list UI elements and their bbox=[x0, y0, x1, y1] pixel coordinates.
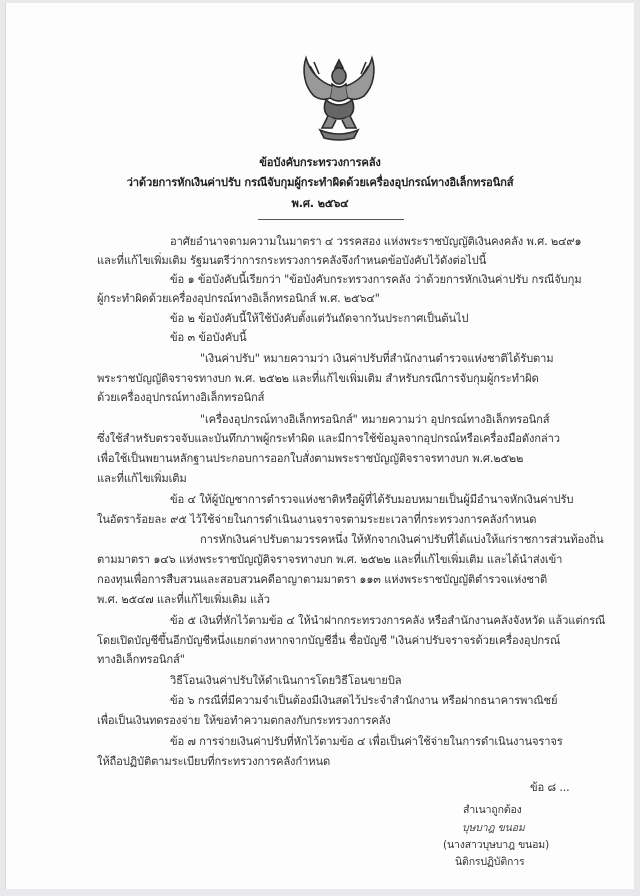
clause-6-line: ข้อ ๖ กรณีที่มีความจำเป็นต้องมีเงินสดไว้ประจำสำนักงาน หรือฝากธนาคารพาณิชย์ bbox=[170, 694, 558, 707]
definition-device-line: และที่แก้ไขเพิ่มเติม bbox=[97, 472, 187, 485]
title-divider bbox=[258, 219, 404, 220]
clause-4-line: ตามมาตรา ๑๔๖ แห่งพระราชบัญญัติจราจรทางบก พ.ศ. ๒๕๒๒ และที่แก้ไขเพิ่มเติม และได้นำส่งเข้า bbox=[97, 553, 563, 566]
clause-7-line: ให้ถือปฏิบัติตามระเบียบที่กระทรวงการคลังกำหนด bbox=[97, 755, 331, 768]
clause-4-line: ในอัตราร้อยละ ๙๕ ไว้ใช้จ่ายในการดำเนินงานจราจรตามระยะเวลาที่กระทรวงการคลังกำหนด bbox=[97, 513, 537, 526]
clause-1-line: ผู้กระทำผิดด้วยเครื่องอุปกรณ์ทางอิเล็กทรอนิกส์ พ.ศ. ๒๕๖๔" bbox=[97, 292, 380, 305]
document-subtitle: ว่าด้วยการหักเงินค่าปรับ กรณีจับกุมผู้กระทำผิดด้วยเครื่องอุปกรณ์ทางอิเล็กทรอนิกส์ bbox=[126, 176, 514, 189]
clause-5-line: วิธีโอนเงินค่าปรับให้ดำเนินการโดยวิธีโอนขายบิล bbox=[170, 674, 402, 687]
clause-3-heading: ข้อ ๓ ข้อบังคับนี้ bbox=[170, 331, 247, 344]
signature: บุษบาฎ ขนอม bbox=[462, 822, 525, 834]
certified-copy-label: สำเนาถูกต้อง bbox=[463, 804, 522, 816]
clause-5-line: โดยเปิดบัญชีขึ้นอีกบัญชีหนึ่งแยกต่างหากจากบัญชีอื่น ชื่อบัญชี "เงินค่าปรับจราจรด้วยเครื่องอุปกรณ์ bbox=[97, 634, 561, 647]
definition-fine-line: พระราชบัญญัติจราจรทางบก พ.ศ. ๒๕๒๒ และที่แก้ไขเพิ่มเติม สำหรับกรณีการจับกุมผู้กระทำผิด bbox=[97, 372, 539, 385]
clause-4-line: พ.ศ. ๒๕๔๗ และที่แก้ไขเพิ่มเติม แล้ว bbox=[97, 593, 270, 606]
signatory-position: นิติกรปฏิบัติการ bbox=[455, 856, 525, 868]
signatory-name: (นางสาวบุษบาฎ ขนอม) bbox=[443, 839, 550, 851]
clause-5-line: ทางอิเล็กทรอนิกส์" bbox=[97, 653, 185, 666]
clause-4-line: ข้อ ๔ ให้ผู้บัญชาการตำรวจแห่งชาติหรือผู้ที่ได้รับมอบหมายเป็นผู้มีอำนาจหักเงินค่าปรับ bbox=[170, 493, 574, 506]
document-year: พ.ศ. ๒๕๖๔ bbox=[291, 197, 349, 210]
definition-fine-line: "เงินค่าปรับ" หมายความว่า เงินค่าปรับที่สำนักงานตำรวจแห่งชาติได้รับตาม bbox=[200, 352, 554, 365]
preamble-line: และที่แก้ไขเพิ่มเติม รัฐมนตรีว่าการกระทรวงการคลังจึงกำหนดข้อบังคับไว้ดังต่อไปนี้ bbox=[97, 254, 487, 267]
preamble-line: อาศัยอำนาจตามความในมาตรา ๔ วรรคสอง แห่งพระราชบัญญัติเงินคงคลัง พ.ศ. ๒๔๙๑ bbox=[170, 235, 582, 248]
definition-device-line: "เครื่องอุปกรณ์ทางอิเล็กทรอนิกส์" หมายความว่า อุปกรณ์ทางอิเล็กทรอนิกส์ bbox=[200, 413, 550, 426]
clause-6-line: เพื่อเป็นเงินทดรองจ่าย ให้ขอทำความตกลงกับกระทรวงการคลัง bbox=[97, 714, 391, 727]
clause-1-line: ข้อ ๑ ข้อบังคับนี้เรียกว่า "ข้อบังคับกระทรวงการคลัง ว่าด้วยการหักเงินค่าปรับ กรณีจับกุม bbox=[170, 273, 582, 286]
clause-7-line: ข้อ ๗ การจ่ายเงินค่าปรับที่หักไว้ตามข้อ ๔ เพื่อเป็นค่าใช้จ่ายในการดำเนินงานจราจร bbox=[170, 735, 563, 748]
definition-device-line: ซึ่งใช้สำหรับตรวจจับและบันทึกภาพผู้กระทำผิด และมีการใช้ข้อมูลจากอุปกรณ์หรือเครื่องมือดังกล่าว bbox=[97, 432, 560, 445]
clause-4-line: การหักเงินค่าปรับตามวรรคหนึ่ง ให้หักจากเงินค่าปรับที่ได้แบ่งให้แก่ราชการส่วนท้องถิ่น bbox=[200, 533, 604, 546]
clause-4-line: กองทุนเพื่อการสืบสวนและสอบสวนคดีอาญาตามมาตรา ๑๑๓ แห่งพระราชบัญญัติตำรวจแห่งชาติ bbox=[97, 573, 548, 586]
document-title: ข้อบังคับกระทรวงการคลัง bbox=[259, 156, 381, 169]
clause-5-line: ข้อ ๕ เงินที่หักไว้ตามข้อ ๔ ให้นำฝากกระทรวงการคลัง หรือสำนักงานคลังจังหวัด แล้วแต่กรณี bbox=[170, 614, 606, 627]
garuda-emblem-icon bbox=[296, 52, 382, 144]
definition-device-line: เพื่อใช้เป็นพยานหลักฐานประกอบการออกใบสั่งตามพระราชบัญญัติจราจรทางบก พ.ศ.๒๕๒๒ bbox=[97, 452, 524, 465]
page-continuation: ข้อ ๘ ... bbox=[530, 781, 570, 794]
clause-2-line: ข้อ ๒ ข้อบังคับนี้ให้ใช้บังคับตั้งแต่วันถัดจากวันประกาศเป็นต้นไป bbox=[170, 312, 469, 325]
definition-fine-line: ด้วยเครื่องอุปกรณ์ทางอิเล็กทรอนิกส์ bbox=[97, 391, 265, 404]
